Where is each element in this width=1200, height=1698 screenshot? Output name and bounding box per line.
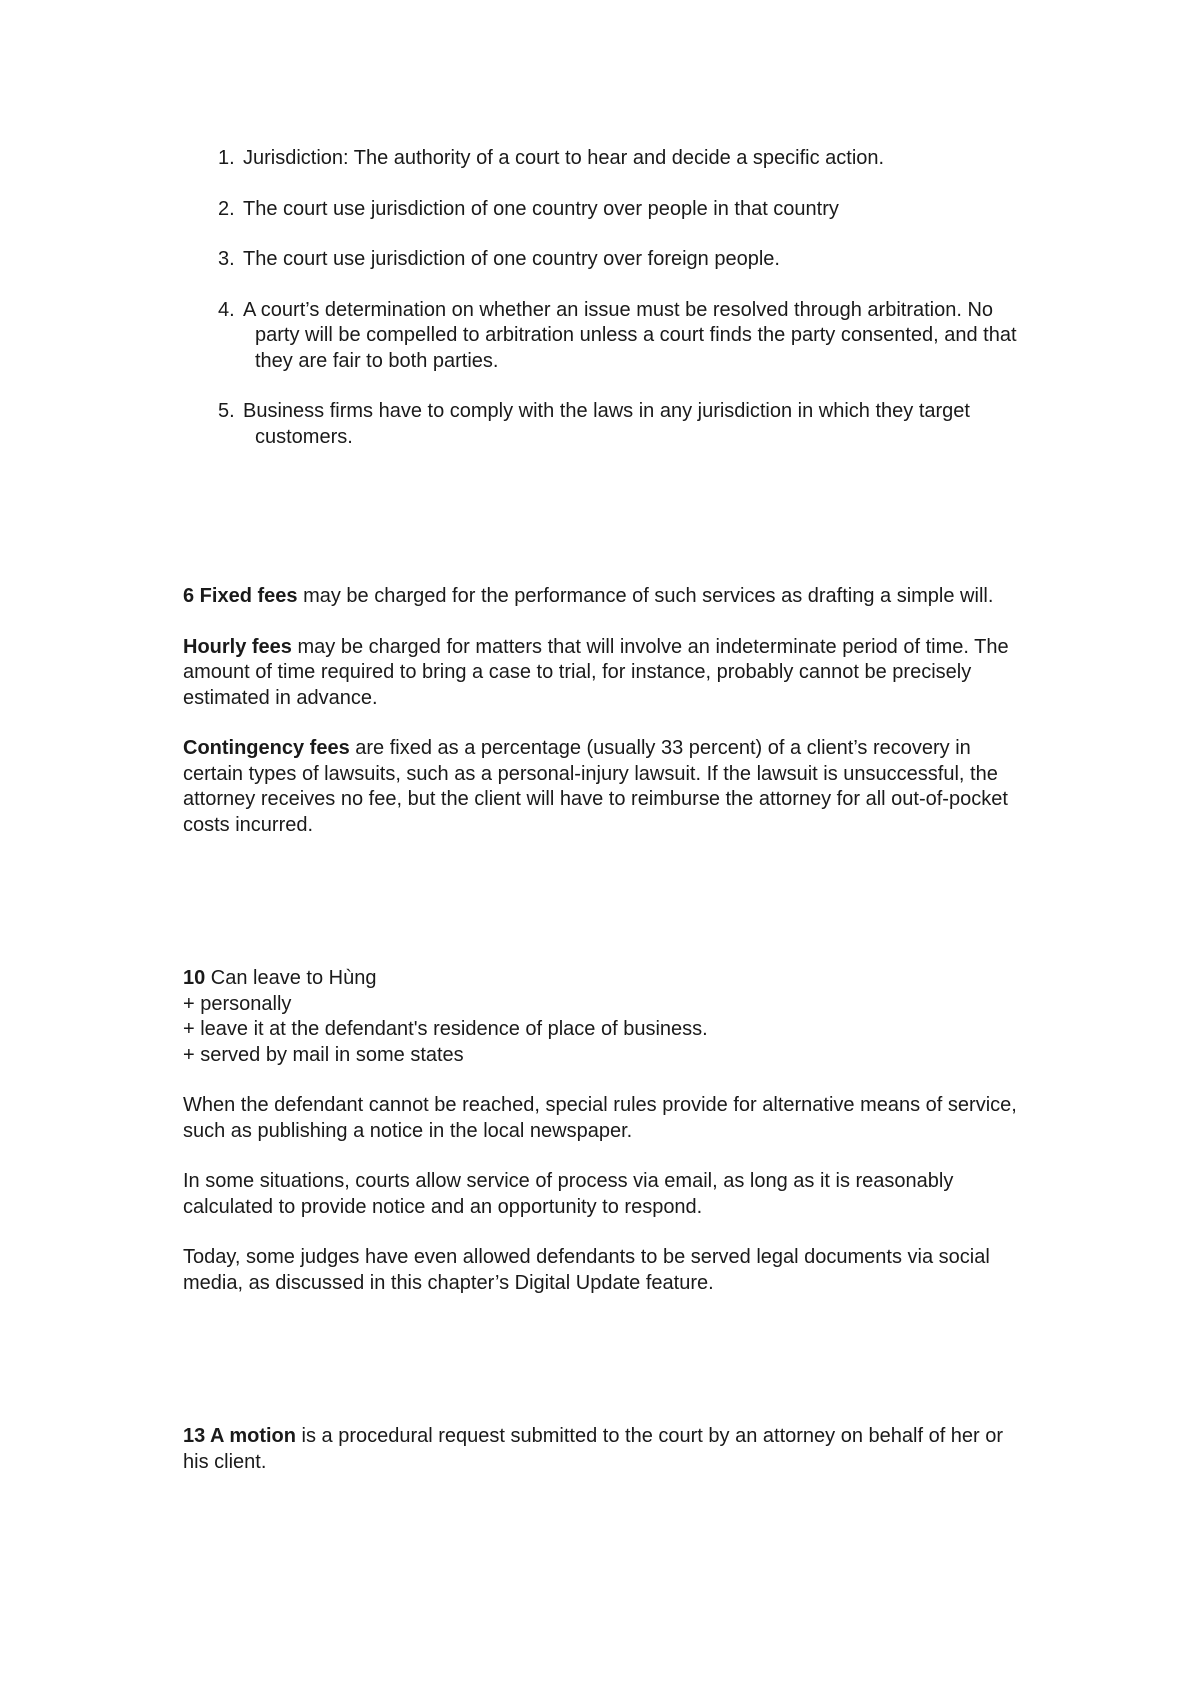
list-text: Jurisdiction: The authority of a court to hear and decide a specific action. (243, 147, 885, 169)
hourly-fees-text: may be charged for matters that will involve an indeterminate period of time. The amount of time required to bring a case to trial, for instance, probably cannot be precisely estimated in advance. (183, 635, 1009, 709)
list-number: 4. (218, 298, 235, 321)
contingency-fees-term: Contingency fees (183, 737, 350, 759)
motion-text: is a procedural request submitted to the court by an attorney on behalf of her or his client. (183, 1425, 1004, 1473)
service-intro (183, 966, 1033, 992)
contingency-fees-paragraph (183, 736, 1033, 838)
list-item (218, 146, 1018, 172)
hourly-fees-paragraph (183, 635, 1033, 712)
fixed-fees-paragraph (183, 584, 1033, 610)
list-number: 5. (218, 400, 235, 422)
service-paragraph: Today, some judges have even allowed defendants to be served legal documents via social media, as discussed in this chapter’s Digital Update feature. (183, 1246, 990, 1294)
list-item (218, 399, 1018, 450)
list-number: 2. (218, 197, 235, 220)
list-item (218, 197, 1018, 223)
service-paragraph: In some situations, courts allow service of process via email, as long as it is reasonably calculated to provide notice and an opportunity to respond. (183, 1170, 954, 1218)
service-paragraph: When the defendant cannot be reached, special rules provide for alternative means of service, such as publishing a notice in the local newspaper. (183, 1094, 1017, 1142)
fixed-fees-term: 6 Fixed fees (183, 585, 298, 607)
list-item (218, 247, 1018, 273)
list-number: 3. (218, 248, 235, 270)
contingency-fees-text: are fixed as a percentage (usually 33 percent) of a client’s recovery in certain types of lawsuits, such as a personal-injury lawsuit. If the lawsuit is unsuccessful, the attorney receives no fee, but the client will have to reimburse the attorney for all out-of-pocket costs incurred. (183, 737, 1008, 836)
service-section (183, 966, 1033, 1321)
list-text: Business firms have to comply with the laws in any jurisdiction in which they target customers. (243, 400, 970, 448)
list-number: 1. (218, 147, 235, 169)
motion-term: 13 A motion (183, 1425, 296, 1447)
service-bullet: + served by mail in some states (183, 1043, 464, 1066)
fixed-fees-text: may be charged for the performance of such services as drafting a simple will. (297, 585, 994, 607)
list-text: A court’s determination on whether an issue must be resolved through arbitration. No party will be compelled to arbitration unless a court finds the party consented, and that they are fair to both parties. (243, 298, 1017, 372)
service-bullet: + personally (183, 992, 292, 1015)
motion-section (183, 1424, 1033, 1500)
list-text: The court use jurisdiction of one country over people in that country (243, 197, 839, 220)
service-bullet: + leave it at the defendant's residence of place of business. (183, 1018, 708, 1040)
motion-paragraph (183, 1424, 1033, 1475)
service-intro-text: Can leave to Hùng (205, 967, 377, 989)
service-number: 10 (183, 967, 206, 989)
hourly-fees-term: Hourly fees (183, 635, 292, 658)
list-text: The court use jurisdiction of one country over foreign people. (243, 248, 780, 270)
fees-section (183, 584, 1033, 863)
list-item (218, 298, 1018, 375)
numbered-list (218, 146, 1018, 475)
